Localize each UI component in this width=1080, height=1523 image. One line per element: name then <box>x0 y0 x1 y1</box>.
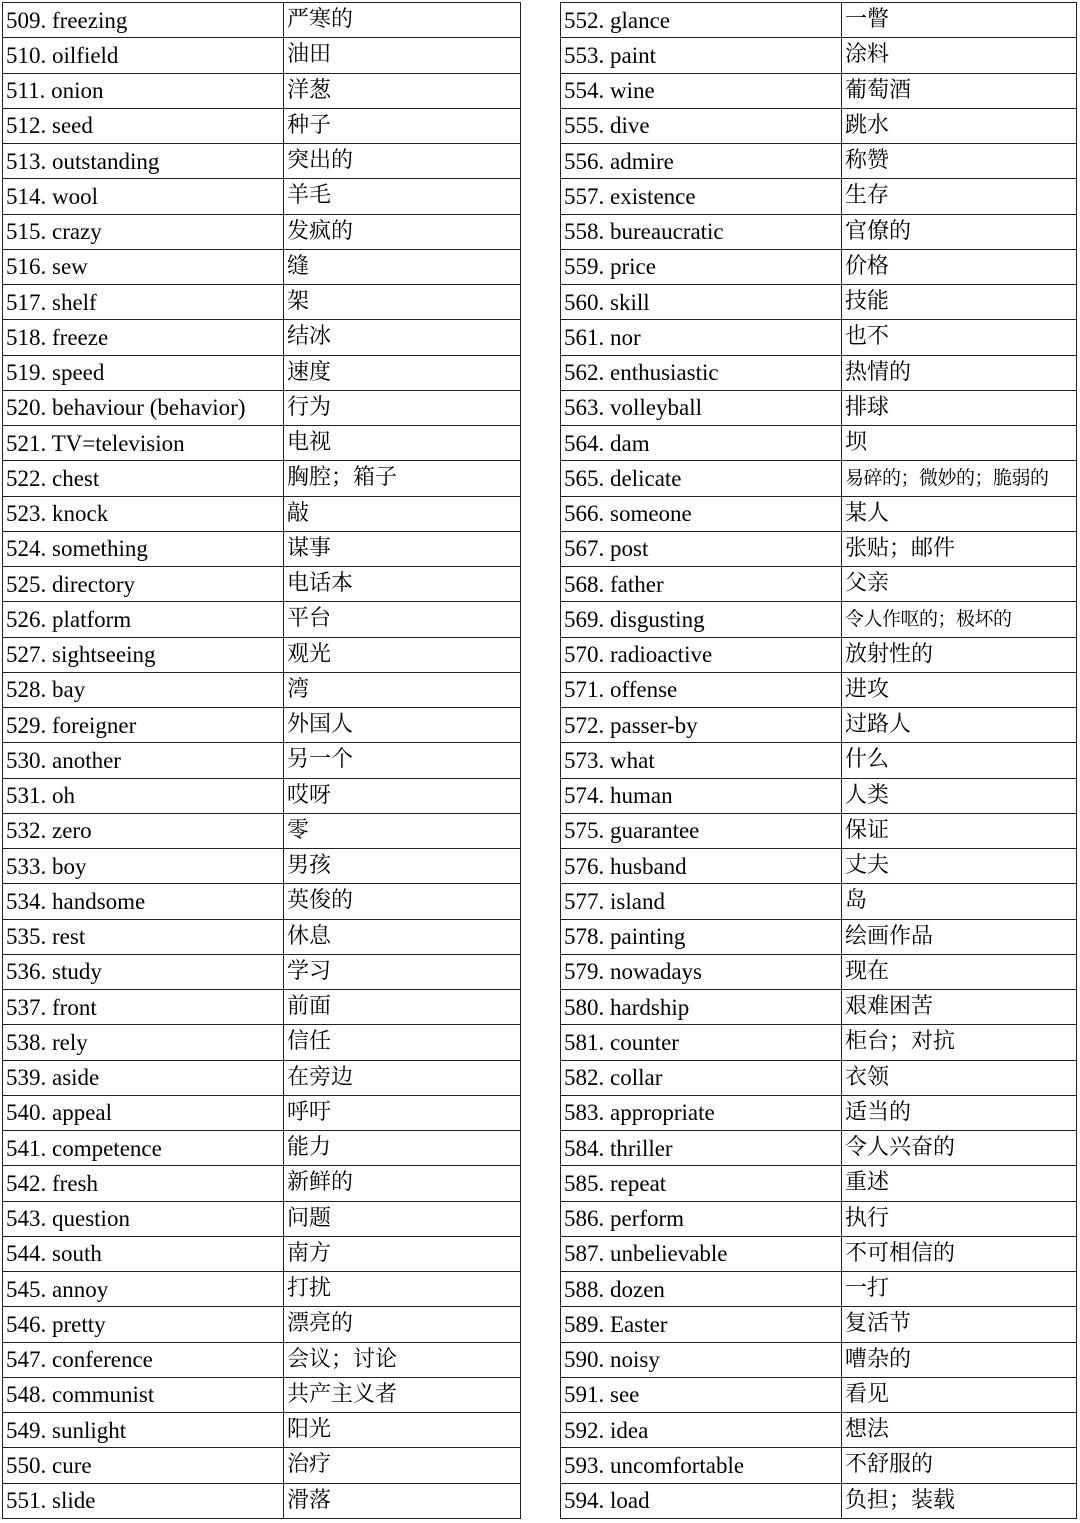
chinese-meaning: 官僚的 <box>842 214 1077 249</box>
english-word: 586. perform <box>561 1201 842 1236</box>
chinese-meaning: 嘈杂的 <box>842 1342 1077 1377</box>
english-word: 556. admire <box>561 144 842 179</box>
table-row <box>3 1483 521 1518</box>
table-row <box>3 1307 521 1342</box>
english-word: 567. post <box>561 531 842 566</box>
english-word: 515. crazy <box>3 214 284 249</box>
table-row <box>561 919 1077 954</box>
chinese-meaning: 能力 <box>284 1131 521 1166</box>
table-row <box>561 390 1077 425</box>
table-row <box>561 108 1077 143</box>
table-row <box>3 1201 521 1236</box>
table-row <box>3 1413 521 1448</box>
english-word: 591. see <box>561 1377 842 1412</box>
table-row <box>561 1095 1077 1130</box>
table-row <box>561 426 1077 461</box>
chinese-meaning: 某人 <box>842 496 1077 531</box>
table-row <box>561 1307 1077 1342</box>
chinese-meaning: 过路人 <box>842 708 1077 743</box>
table-row <box>561 496 1077 531</box>
table-row <box>3 1131 521 1166</box>
chinese-meaning: 父亲 <box>842 567 1077 602</box>
table-row <box>3 355 521 390</box>
chinese-meaning: 滑落 <box>284 1483 521 1518</box>
table-row <box>3 1166 521 1201</box>
table-row <box>3 461 521 496</box>
table-row <box>561 884 1077 919</box>
english-word: 550. cure <box>3 1448 284 1483</box>
english-word: 552. glance <box>561 3 842 38</box>
chinese-meaning: 阳光 <box>284 1413 521 1448</box>
english-word: 562. enthusiastic <box>561 355 842 390</box>
english-word: 545. annoy <box>3 1272 284 1307</box>
table-row <box>3 602 521 637</box>
table-row <box>3 1025 521 1060</box>
chinese-meaning: 跳水 <box>842 108 1077 143</box>
english-word: 534. handsome <box>3 884 284 919</box>
chinese-meaning: 另一个 <box>284 743 521 778</box>
english-word: 557. existence <box>561 179 842 214</box>
chinese-meaning: 想法 <box>842 1413 1077 1448</box>
chinese-meaning: 观光 <box>284 637 521 672</box>
table-row <box>3 1272 521 1307</box>
chinese-meaning: 缝 <box>284 249 521 284</box>
table-row <box>561 1060 1077 1095</box>
table-row <box>561 637 1077 672</box>
english-word: 544. south <box>3 1236 284 1271</box>
english-word: 565. delicate <box>561 461 842 496</box>
english-word: 531. oh <box>3 778 284 813</box>
chinese-meaning: 信任 <box>284 1025 521 1060</box>
chinese-meaning: 电视 <box>284 426 521 461</box>
english-word: 572. passer-by <box>561 708 842 743</box>
table-row <box>3 708 521 743</box>
english-word: 520. behaviour (behavior) <box>3 390 284 425</box>
chinese-meaning: 种子 <box>284 108 521 143</box>
chinese-meaning: 羊毛 <box>284 179 521 214</box>
chinese-meaning: 易碎的；微妙的；脆弱的 <box>842 461 1077 496</box>
chinese-meaning: 柜台；对抗 <box>842 1025 1077 1060</box>
table-row <box>561 461 1077 496</box>
chinese-meaning: 漂亮的 <box>284 1307 521 1342</box>
chinese-meaning: 架 <box>284 285 521 320</box>
english-word: 517. shelf <box>3 285 284 320</box>
english-word: 512. seed <box>3 108 284 143</box>
english-word: 526. platform <box>3 602 284 637</box>
table-row <box>561 1025 1077 1060</box>
chinese-meaning: 排球 <box>842 390 1077 425</box>
table-row <box>561 1201 1077 1236</box>
table-row <box>3 990 521 1025</box>
english-word: 519. speed <box>3 355 284 390</box>
chinese-meaning: 发疯的 <box>284 214 521 249</box>
table-row <box>561 1166 1077 1201</box>
chinese-meaning: 前面 <box>284 990 521 1025</box>
chinese-meaning: 治疗 <box>284 1448 521 1483</box>
table-row <box>3 285 521 320</box>
chinese-meaning: 南方 <box>284 1236 521 1271</box>
english-word: 577. island <box>561 884 842 919</box>
english-word: 554. wine <box>561 73 842 108</box>
chinese-meaning: 胸腔；箱子 <box>284 461 521 496</box>
chinese-meaning: 在旁边 <box>284 1060 521 1095</box>
chinese-meaning: 严寒的 <box>284 3 521 38</box>
english-word: 593. uncomfortable <box>561 1448 842 1483</box>
table-row <box>561 813 1077 848</box>
english-word: 588. dozen <box>561 1272 842 1307</box>
table-row <box>3 954 521 989</box>
chinese-meaning: 外国人 <box>284 708 521 743</box>
chinese-meaning: 葡萄酒 <box>842 73 1077 108</box>
table-row <box>561 531 1077 566</box>
table-row <box>3 849 521 884</box>
english-word: 549. sunlight <box>3 1413 284 1448</box>
english-word: 592. idea <box>561 1413 842 1448</box>
english-word: 516. sew <box>3 249 284 284</box>
english-word: 578. painting <box>561 919 842 954</box>
table-row <box>561 285 1077 320</box>
table-row <box>561 708 1077 743</box>
english-word: 551. slide <box>3 1483 284 1518</box>
chinese-meaning: 涂料 <box>842 38 1077 73</box>
english-word: 510. oilfield <box>3 38 284 73</box>
table-row <box>561 179 1077 214</box>
english-word: 513. outstanding <box>3 144 284 179</box>
chinese-meaning: 电话本 <box>284 567 521 602</box>
english-word: 541. competence <box>3 1131 284 1166</box>
english-word: 540. appeal <box>3 1095 284 1130</box>
vocab-table-right <box>560 2 1077 1519</box>
chinese-meaning: 问题 <box>284 1201 521 1236</box>
english-word: 575. guarantee <box>561 813 842 848</box>
table-row <box>3 38 521 73</box>
english-word: 566. someone <box>561 496 842 531</box>
table-row <box>561 849 1077 884</box>
table-row <box>3 249 521 284</box>
table-row <box>3 637 521 672</box>
chinese-meaning: 零 <box>284 813 521 848</box>
english-word: 521. TV=television <box>3 426 284 461</box>
chinese-meaning: 湾 <box>284 672 521 707</box>
chinese-meaning: 谋事 <box>284 531 521 566</box>
english-word: 574. human <box>561 778 842 813</box>
english-word: 532. zero <box>3 813 284 848</box>
chinese-meaning: 令人作呕的；极坏的 <box>842 602 1077 637</box>
chinese-meaning: 速度 <box>284 355 521 390</box>
chinese-meaning: 复活节 <box>842 1307 1077 1342</box>
english-word: 536. study <box>3 954 284 989</box>
table-row <box>561 38 1077 73</box>
table-row <box>561 1342 1077 1377</box>
chinese-meaning: 适当的 <box>842 1095 1077 1130</box>
chinese-meaning: 油田 <box>284 38 521 73</box>
chinese-meaning: 一瞥 <box>842 3 1077 38</box>
table-row <box>3 531 521 566</box>
english-word: 533. boy <box>3 849 284 884</box>
table-row <box>3 743 521 778</box>
english-word: 589. Easter <box>561 1307 842 1342</box>
chinese-meaning: 进攻 <box>842 672 1077 707</box>
vocab-table-left <box>2 2 521 1519</box>
chinese-meaning: 重述 <box>842 1166 1077 1201</box>
chinese-meaning: 丈夫 <box>842 849 1077 884</box>
chinese-meaning: 看见 <box>842 1377 1077 1412</box>
english-word: 584. thriller <box>561 1131 842 1166</box>
english-word: 585. repeat <box>561 1166 842 1201</box>
english-word: 523. knock <box>3 496 284 531</box>
table-row <box>3 1095 521 1130</box>
chinese-meaning: 现在 <box>842 954 1077 989</box>
table-row <box>3 567 521 602</box>
chinese-meaning: 热情的 <box>842 355 1077 390</box>
table-row <box>3 919 521 954</box>
chinese-meaning: 衣领 <box>842 1060 1077 1095</box>
english-word: 570. radioactive <box>561 637 842 672</box>
chinese-meaning: 突出的 <box>284 144 521 179</box>
table-row <box>3 214 521 249</box>
english-word: 535. rest <box>3 919 284 954</box>
english-word: 539. aside <box>3 1060 284 1095</box>
chinese-meaning: 绘画作品 <box>842 919 1077 954</box>
vocab-table-right-body <box>561 3 1077 1519</box>
chinese-meaning: 坝 <box>842 426 1077 461</box>
chinese-meaning: 不舒服的 <box>842 1448 1077 1483</box>
chinese-meaning: 人类 <box>842 778 1077 813</box>
english-word: 542. fresh <box>3 1166 284 1201</box>
chinese-meaning: 价格 <box>842 249 1077 284</box>
table-row <box>3 778 521 813</box>
table-row <box>561 1272 1077 1307</box>
english-word: 561. nor <box>561 320 842 355</box>
english-word: 582. collar <box>561 1060 842 1095</box>
english-word: 573. what <box>561 743 842 778</box>
english-word: 511. onion <box>3 73 284 108</box>
table-row <box>3 3 521 38</box>
table-row <box>561 1236 1077 1271</box>
chinese-meaning: 令人兴奋的 <box>842 1131 1077 1166</box>
table-row <box>3 73 521 108</box>
chinese-meaning: 哎呀 <box>284 778 521 813</box>
chinese-meaning: 岛 <box>842 884 1077 919</box>
english-word: 560. skill <box>561 285 842 320</box>
chinese-meaning: 呼吁 <box>284 1095 521 1130</box>
table-row <box>561 1377 1077 1412</box>
chinese-meaning: 行为 <box>284 390 521 425</box>
table-row <box>561 672 1077 707</box>
table-row <box>561 73 1077 108</box>
table-row <box>561 355 1077 390</box>
english-word: 558. bureaucratic <box>561 214 842 249</box>
english-word: 590. noisy <box>561 1342 842 1377</box>
chinese-meaning: 不可相信的 <box>842 1236 1077 1271</box>
english-word: 587. unbelievable <box>561 1236 842 1271</box>
chinese-meaning: 敲 <box>284 496 521 531</box>
chinese-meaning: 打扰 <box>284 1272 521 1307</box>
english-word: 583. appropriate <box>561 1095 842 1130</box>
english-word: 543. question <box>3 1201 284 1236</box>
english-word: 580. hardship <box>561 990 842 1025</box>
table-row <box>561 567 1077 602</box>
chinese-meaning: 新鲜的 <box>284 1166 521 1201</box>
table-row <box>3 496 521 531</box>
table-row <box>561 1413 1077 1448</box>
table-row <box>3 1060 521 1095</box>
english-word: 594. load <box>561 1483 842 1518</box>
chinese-meaning: 一打 <box>842 1272 1077 1307</box>
english-word: 530. another <box>3 743 284 778</box>
english-word: 537. front <box>3 990 284 1025</box>
table-row <box>561 3 1077 38</box>
table-row <box>3 108 521 143</box>
english-word: 568. father <box>561 567 842 602</box>
table-row <box>561 743 1077 778</box>
english-word: 579. nowadays <box>561 954 842 989</box>
english-word: 509. freezing <box>3 3 284 38</box>
table-row <box>561 144 1077 179</box>
english-word: 553. paint <box>561 38 842 73</box>
english-word: 546. pretty <box>3 1307 284 1342</box>
chinese-meaning: 学习 <box>284 954 521 989</box>
english-word: 538. rely <box>3 1025 284 1060</box>
chinese-meaning: 艰难困苦 <box>842 990 1077 1025</box>
table-row <box>561 1131 1077 1166</box>
chinese-meaning: 也不 <box>842 320 1077 355</box>
chinese-meaning: 技能 <box>842 285 1077 320</box>
chinese-meaning: 男孩 <box>284 849 521 884</box>
english-word: 525. directory <box>3 567 284 602</box>
english-word: 528. bay <box>3 672 284 707</box>
english-word: 564. dam <box>561 426 842 461</box>
english-word: 581. counter <box>561 1025 842 1060</box>
chinese-meaning: 英俊的 <box>284 884 521 919</box>
english-word: 514. wool <box>3 179 284 214</box>
table-row <box>3 1377 521 1412</box>
chinese-meaning: 执行 <box>842 1201 1077 1236</box>
table-row <box>3 884 521 919</box>
english-word: 559. price <box>561 249 842 284</box>
english-word: 518. freeze <box>3 320 284 355</box>
chinese-meaning: 张贴；邮件 <box>842 531 1077 566</box>
english-word: 547. conference <box>3 1342 284 1377</box>
table-row <box>561 320 1077 355</box>
english-word: 529. foreigner <box>3 708 284 743</box>
table-row <box>3 320 521 355</box>
table-row <box>561 778 1077 813</box>
table-row <box>3 1342 521 1377</box>
chinese-meaning: 平台 <box>284 602 521 637</box>
english-word: 576. husband <box>561 849 842 884</box>
chinese-meaning: 共产主义者 <box>284 1377 521 1412</box>
chinese-meaning: 什么 <box>842 743 1077 778</box>
chinese-meaning: 结冰 <box>284 320 521 355</box>
table-row <box>561 1448 1077 1483</box>
table-row <box>561 990 1077 1025</box>
table-row <box>561 1483 1077 1518</box>
english-word: 563. volleyball <box>561 390 842 425</box>
table-row <box>561 214 1077 249</box>
english-word: 527. sightseeing <box>3 637 284 672</box>
english-word: 569. disgusting <box>561 602 842 637</box>
chinese-meaning: 称赞 <box>842 144 1077 179</box>
table-row <box>3 672 521 707</box>
english-word: 522. chest <box>3 461 284 496</box>
table-row <box>3 179 521 214</box>
chinese-meaning: 会议；讨论 <box>284 1342 521 1377</box>
table-row <box>3 390 521 425</box>
chinese-meaning: 放射性的 <box>842 637 1077 672</box>
table-row <box>561 954 1077 989</box>
chinese-meaning: 休息 <box>284 919 521 954</box>
chinese-meaning: 负担；装载 <box>842 1483 1077 1518</box>
vocab-table-left-body <box>3 3 521 1519</box>
table-row <box>3 426 521 461</box>
table-row <box>3 144 521 179</box>
english-word: 571. offense <box>561 672 842 707</box>
chinese-meaning: 洋葱 <box>284 73 521 108</box>
table-row <box>3 1236 521 1271</box>
chinese-meaning: 保证 <box>842 813 1077 848</box>
table-row <box>561 249 1077 284</box>
table-row <box>3 813 521 848</box>
table-row <box>561 602 1077 637</box>
chinese-meaning: 生存 <box>842 179 1077 214</box>
table-row <box>3 1448 521 1483</box>
english-word: 555. dive <box>561 108 842 143</box>
english-word: 548. communist <box>3 1377 284 1412</box>
english-word: 524. something <box>3 531 284 566</box>
